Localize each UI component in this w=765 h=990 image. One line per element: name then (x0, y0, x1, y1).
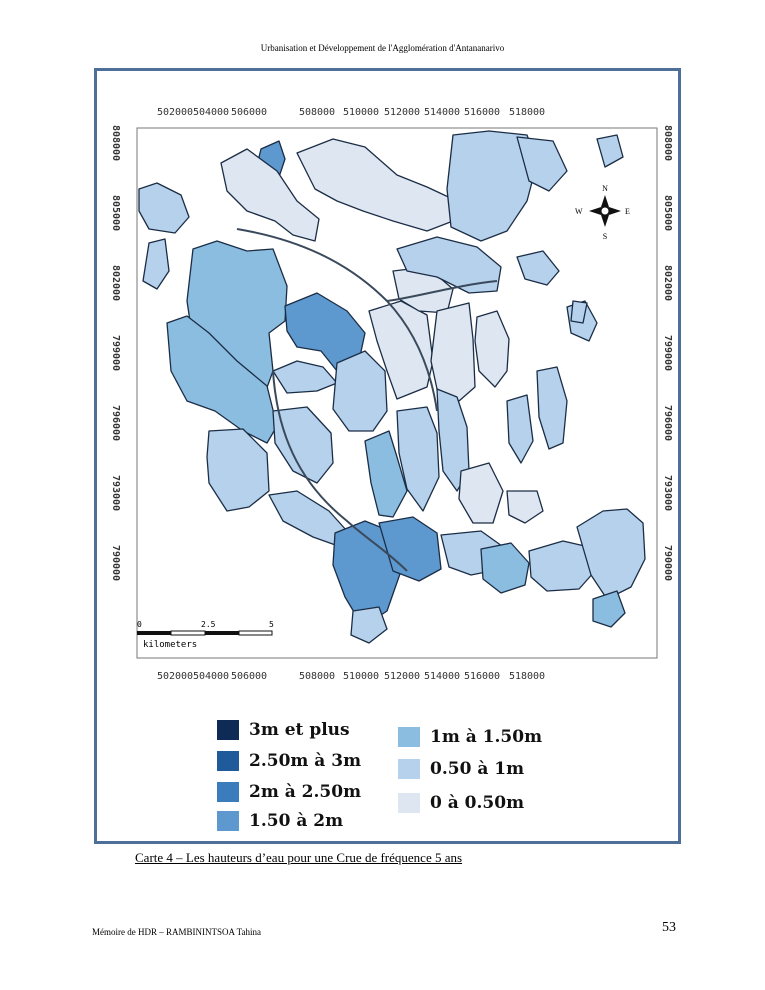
x-tick-label: 506000 (230, 107, 268, 118)
compass-n-label: N (602, 184, 608, 193)
x-tick-label: 518000 (508, 107, 546, 118)
x-axis-top (157, 107, 545, 118)
scale-end-label: 5 (269, 620, 274, 629)
legend-label: 0.50 à 1m (430, 759, 525, 779)
scale-bar-segment (239, 631, 272, 635)
x-axis-bottom (157, 671, 545, 682)
compass-e-label: E (625, 207, 630, 216)
legend-label: 1.50 à 2m (249, 811, 344, 831)
y-tick-label: 796000 (662, 404, 673, 442)
legend-item (398, 759, 524, 779)
y-axis-left (110, 125, 121, 581)
footer-author: Mémoire de HDR – RAMBININTSOA Tahina (92, 927, 261, 937)
page-number: 53 (662, 920, 676, 935)
y-axis-right (662, 125, 673, 581)
legend-item (398, 793, 524, 813)
legend-label: 2.50m à 3m (249, 751, 362, 771)
flood-zone (431, 303, 475, 401)
legend-item (217, 811, 343, 831)
scale-start-label: 0 (137, 620, 142, 629)
legend-label: 2m à 2.50m (249, 782, 362, 802)
compass-center (601, 207, 609, 215)
y-tick-label: 790000 (662, 544, 673, 582)
legend-swatch (217, 751, 239, 771)
x-tick-label: 510000 (342, 671, 380, 682)
x-tick-label: 518000 (508, 671, 546, 682)
x-tick-label: 516000 (463, 671, 501, 682)
legend-swatch (217, 811, 239, 831)
x-tick-label: 508000 (298, 671, 336, 682)
x-tick-label: 510000 (342, 107, 380, 118)
x-tick-label: 502000 (156, 671, 194, 682)
legend-label: 1m à 1.50m (430, 727, 543, 747)
y-tick-label: 808000 (110, 124, 121, 162)
y-tick-label: 799000 (110, 334, 121, 372)
compass-w-label: W (575, 207, 583, 216)
x-tick-label: 502000 (156, 107, 194, 118)
legend-swatch (398, 727, 420, 747)
x-tick-label: 508000 (298, 107, 336, 118)
legend-swatch (398, 759, 420, 779)
x-tick-label: 512000 (383, 671, 421, 682)
legend-item (217, 751, 361, 771)
x-tick-label: 506000 (230, 671, 268, 682)
map-figure-frame (94, 68, 681, 844)
scale-mid-label: 2.5 (201, 620, 216, 629)
x-tick-label: 504000 (192, 671, 230, 682)
x-tick-label: 512000 (383, 107, 421, 118)
x-tick-label: 514000 (423, 107, 461, 118)
legend-swatch (217, 720, 239, 740)
legend-item (398, 727, 542, 747)
legend-label: 3m et plus (249, 720, 350, 740)
y-tick-label: 805000 (662, 194, 673, 232)
running-header: Urbanisation et Développement de l'Agglomération d'Antananarivo (260, 43, 505, 53)
scale-unit-label: kilometers (143, 640, 198, 650)
y-tick-label: 799000 (662, 334, 673, 372)
y-tick-label: 808000 (662, 124, 673, 162)
legend-item (217, 782, 361, 802)
scale-bar-segment (171, 631, 205, 635)
compass-s-label: S (602, 232, 608, 241)
y-tick-label: 802000 (110, 264, 121, 302)
legend-swatch (217, 782, 239, 802)
y-tick-label: 796000 (110, 404, 121, 442)
figure-caption: Carte 4 – Les hauteurs d’eau pour une Crue de fréquence 5 ans (135, 850, 463, 865)
y-tick-label: 790000 (110, 544, 121, 582)
legend-swatch (398, 793, 420, 813)
y-tick-label: 793000 (662, 474, 673, 512)
x-tick-label: 504000 (192, 107, 230, 118)
y-tick-label: 793000 (110, 474, 121, 512)
flood-map (97, 71, 678, 841)
y-tick-label: 805000 (110, 194, 121, 232)
x-tick-label: 514000 (423, 671, 461, 682)
legend-label: 0 à 0.50m (430, 793, 525, 813)
x-tick-label: 516000 (463, 107, 501, 118)
legend-item (217, 720, 350, 740)
y-tick-label: 802000 (662, 264, 673, 302)
